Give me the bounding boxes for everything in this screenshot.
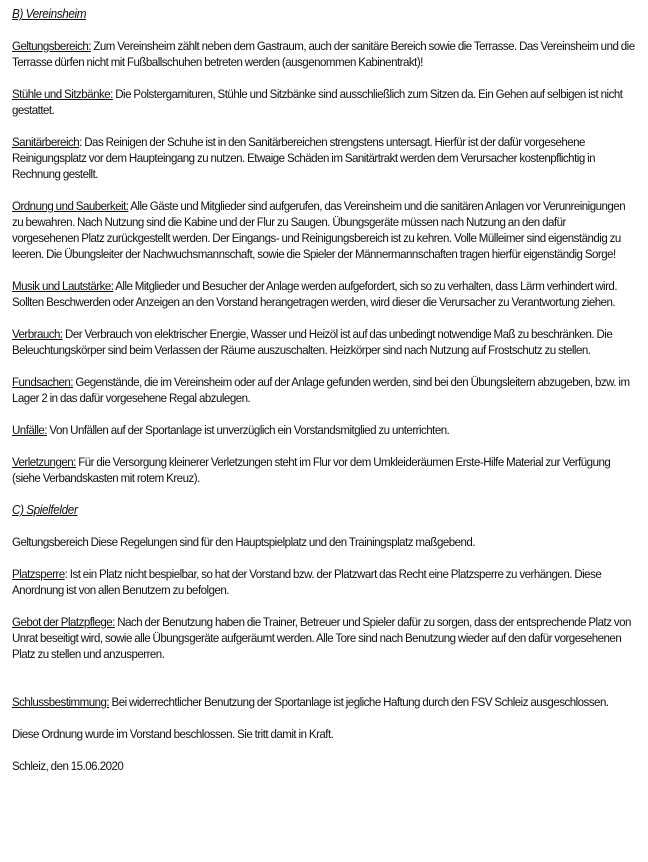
paragraph-label: Schlussbestimmung: [12,695,110,709]
paragraph-text: Die Polstergarnituren, Stühle und Sitzbänke sind ausschließlich zum Sitzen da. Ein Gehen auf selbigen ist nicht gestattet. [12,87,623,117]
paragraph-label: Verbrauch: [12,327,63,341]
paragraph-verletzungen [12,454,635,486]
paragraph-label: Platzsperre [12,567,65,581]
document-body [12,6,635,774]
paragraph-gebot-platzpflege [12,614,635,662]
paragraph-label: Ordnung und Sauberkeit: [12,199,129,213]
paragraph-text: Gegenstände, die im Vereinsheim oder auf der Anlage gefunden werden, sind bei den Übungsleitern abzugeben, bzw. im Lager 2 in das dafür vorgesehene Regal abzulegen. [12,375,630,405]
paragraph-geltungsbereich [12,38,635,70]
paragraph-unfaelle [12,422,635,438]
paragraph-text: Für die Versorgung kleinerer Verletzungen steht im Flur vor dem Umkleideräumen Erste-Hilfe Material zur Verfügung (siehe Verbandskasten mit rotem Kreuz). [12,455,611,485]
paragraph-ordnung-sauberkeit [12,198,635,262]
paragraph-label: Gebot der Platzpflege: [12,615,115,629]
paragraph-label: Musik und Lautstärke: [12,279,114,293]
enactment-statement: Diese Ordnung wurde im Vorstand beschlossen. Sie tritt damit in Kraft. [12,727,334,741]
paragraph-stuehle-sitzbaenke [12,86,635,118]
paragraph-verbrauch [12,326,635,358]
section-title-vereinsheim: B) Vereinsheim [12,7,87,21]
paragraph-text: : Ist ein Platz nicht bespielbar, so hat der Vorstand bzw. der Platzwart das Recht eine Platzsperre zu verhängen. Diese Anordnung ist von allen Benutzern zu befolgen. [12,567,602,597]
paragraph-text: Von Unfällen auf der Sportanlage ist unverzüglich ein Vorstandsmitglied zu unterrichten. [46,423,450,437]
paragraph-text: Alle Gäste und Mitglieder sind aufgerufen, das Vereinsheim und die sanitären Anlagen vor Verunreinigungen zu bewahren. Nach Nutzung sind die Kabine und der Flur zu Saugen. Übungsgeräte müssen nach Nutzung an den dafür vorgesehenen Platz zurückgestellt werden. Der Eingangs- und Reinigungsbereich ist zu kehren. Volle Mülleimer sind eigenständig zu leeren. Die Übungsleiter der Nachwuchsmannschaft, sowie die Spieler der Männermannschaften tragen hierfür eigenständig Sorge! [12,199,626,261]
paragraph-label: Sanitärbereich [12,135,80,149]
paragraph-label: Fundsachen: [12,375,74,389]
paragraph-platzsperre [12,566,635,598]
paragraph-text: : Das Reinigen der Schuhe ist in den Sanitärbereichen strengstens untersagt. Hierfür ist der dafür vorgesehene Reinigungsplatz vor dem Haupteingang zu nutzen. Etwaige Schäden im Sanitärtrakt werden dem Verursacher kostenpflichtig in Rechnung gestellt. [12,135,596,181]
paragraph-text: Bei widerrechtlicher Benutzung der Sportanlage ist jegliche Haftung durch den FSV Schleiz ausgeschlossen. [109,695,609,709]
paragraph-text: Nach der Benutzung haben die Trainer, Betreuer und Spieler dafür zu sorgen, dass der entsprechende Platz von Unrat beseitigt wird, sowie alle Übungsgeräte aufgeräumt werden. Alle Tore sind nach Benutzung wieder auf den dafür vorgesehenen Platz zu stellen und anzusperren. [12,615,631,661]
paragraph-fundsachen [12,374,635,406]
paragraph-text: Der Verbrauch von elektrischer Energie, Wasser und Heizöl ist auf das unbedingt notwendige Maß zu beschränken. Die Beleuchtungskörper sind beim Verlassen der Räume auszuschalten. Heizkörper sind nach Nutzung auf Frostschutz zu stellen. [12,327,613,357]
paragraph-schlussbestimmung [12,694,635,710]
paragraph-label: Geltungsbereich: [12,39,91,53]
place-and-date: Schleiz, den 15.06.2020 [12,759,124,773]
paragraph-text: Alle Mitglieder und Besucher der Anlage werden aufgefordert, sich so zu verhalten, dass Lärm verhindert wird. Sollten Beschwerden oder Anzeigen an den Vorstand herangetragen werden, wird dieser die Verursacher zu Verantwortung ziehen. [12,279,618,309]
paragraph-musik-lautstaerke [12,278,635,310]
paragraph-geltungsbereich-spielfelder: Geltungsbereich Diese Regelungen sind für den Hauptspielplatz und den Trainingsplatz maßgebend. [12,535,476,549]
paragraph-label: Unfälle: [12,423,47,437]
paragraph-text: Zum Vereinsheim zählt neben dem Gastraum, auch der sanitäre Bereich sowie die Terrasse. Das Vereinsheim und die Terrasse dürfen nicht mit Fußballschuhen betreten werden (ausgenommen Kabinentrakt)! [12,39,635,69]
paragraph-label: Verletzungen: [12,455,76,469]
section-title-spielfelder: C) Spielfelder [12,503,78,517]
paragraph-sanitaerbereich [12,134,635,182]
paragraph-label: Stühle und Sitzbänke: [12,87,113,101]
